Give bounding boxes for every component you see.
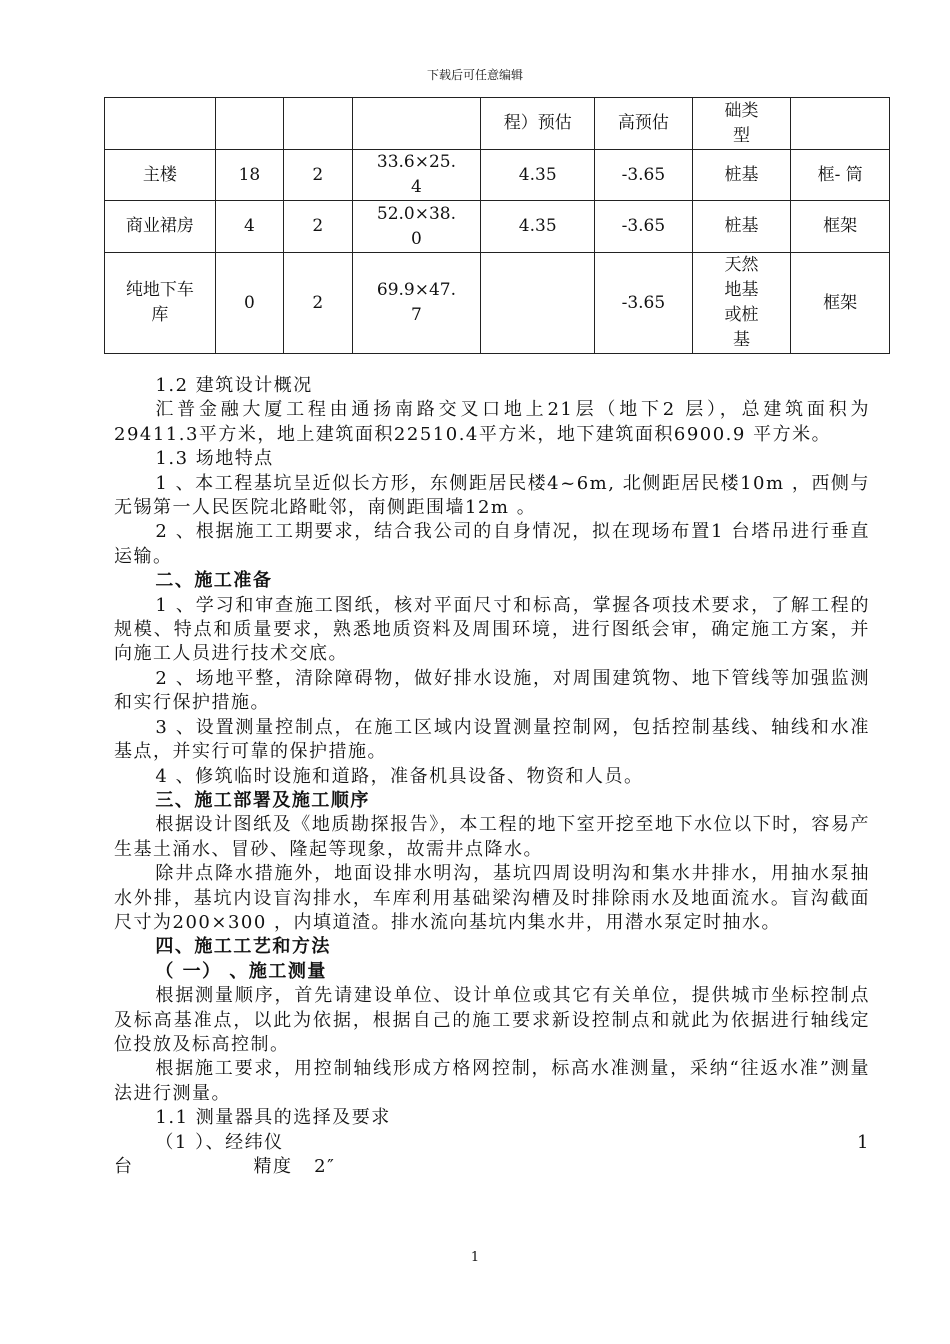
- table-cell: [791, 98, 890, 150]
- table-cell: -3.65: [595, 253, 693, 354]
- table-cell: [352, 98, 481, 150]
- section-heading-1-2: 1.2 建筑设计概况: [155, 375, 313, 396]
- paragraph: 4 、修筑临时设施和道路，准备机具设备、物资和人员。: [155, 765, 644, 787]
- table-cell: 天然 地基 或桩 基: [692, 253, 791, 354]
- table-cell: 程）预估: [481, 98, 595, 150]
- instrument-line-2: [114, 1155, 870, 1179]
- table-cell: 础类 型: [692, 98, 791, 150]
- table-cell: 4.35: [481, 150, 595, 201]
- paragraph: 3 、设置测量控制点，在施工区域内设置测量控制网，包括控制基线、轴线和水准基点，并实行可靠的保护措施。: [114, 716, 870, 763]
- paragraph: 除井点降水措施外，地面设排水明沟，基坑四周设明沟和集水井排水，用抽水泵抽水外排，基坑内设盲沟排水，车库利用基础梁沟槽及时排除雨水及地面流水。盲沟截面尺寸为200×300 ，内填道渣。排水流向基坑内集水井，用潜水泵定时抽水。: [114, 863, 870, 933]
- paragraph: 2 、场地平整，清除障碍物，做好排水设施，对周围建筑物、地下管线等加强监测和实行保护措施。: [114, 667, 870, 714]
- paragraph: 1 、学习和审查施工图纸，核对平面尺寸和标高，掌握各项技术要求，了解工程的规模、特点和质量要求，熟悉地质资料及周围环境，进行图纸会审，确定施工方案，并向施工人员进行技术交底。: [114, 594, 870, 665]
- table-cell: 2: [284, 150, 352, 201]
- table-cell: 商业裙房: [105, 201, 216, 253]
- precision-value: 2″: [314, 1156, 336, 1177]
- table-row: [105, 201, 890, 253]
- table-cell: 高预估: [595, 98, 693, 150]
- table-cell: [215, 98, 283, 150]
- table-cell: 框架: [791, 201, 890, 253]
- building-spec-table: [104, 97, 890, 354]
- table-cell: 33.6×25. 4: [352, 150, 481, 201]
- table-cell: 主楼: [105, 150, 216, 201]
- table-cell: 69.9×47. 7: [352, 253, 481, 354]
- paragraph: 2 、根据施工工期要求，结合我公司的自身情况，拟在现场布置1 台塔吊进行垂直运输。: [114, 521, 870, 567]
- instrument-qty: 1: [857, 1131, 870, 1153]
- section-heading-1-3: 1.3 场地特点: [155, 448, 274, 470]
- table-row: [105, 98, 890, 150]
- instrument-line: [114, 1131, 870, 1155]
- table-cell: [481, 253, 595, 354]
- header-note: 下载后可任意编辑: [426, 68, 523, 82]
- table-cell: [105, 98, 216, 150]
- paragraph: 根据设计图纸及《地质勘探报告》，本工程的地下室开挖至地下水位以下时，容易产生基土涌水、冒砂、隆起等现象，故需井点降水。: [114, 814, 870, 860]
- table-cell: 18: [215, 150, 283, 201]
- instrument-label: （1 ）、经纬仪: [155, 1131, 284, 1153]
- table-cell: -3.65: [595, 201, 693, 253]
- section-heading-4: 四、施工工艺和方法: [155, 936, 331, 958]
- instrument-unit: 台: [114, 1156, 134, 1177]
- table-cell: 桩基: [692, 201, 791, 253]
- paragraph: 汇普金融大厦工程由通扬南路交叉口地上21层（地下2 层），总建筑面积为29411.3平方米，地上建筑面积22510.4平方米，地下建筑面积6900.9 平方米。: [114, 399, 870, 445]
- table-cell: 52.0×38. 0: [352, 201, 481, 253]
- table-cell: 0: [215, 253, 283, 354]
- table-cell: 框架: [791, 253, 890, 354]
- document-body: [114, 374, 870, 1179]
- table-cell: 4: [215, 201, 283, 253]
- subsection-heading-measure: （ 一） 、施工测量: [155, 960, 327, 982]
- section-heading-1-1: 1.1 测量器具的选择及要求: [155, 1107, 391, 1129]
- table-cell: [284, 98, 352, 150]
- table-cell: 2: [284, 201, 352, 253]
- table-cell: 桩基: [692, 150, 791, 201]
- table-cell: 纯地下车 库: [105, 253, 216, 354]
- table-row: [105, 150, 890, 201]
- section-heading-2: 二、施工准备: [155, 570, 273, 592]
- table-cell: 框- 筒: [791, 150, 890, 201]
- table-cell: 2: [284, 253, 352, 354]
- table-cell: 4.35: [481, 201, 595, 253]
- table-cell: -3.65: [595, 150, 693, 201]
- page-number: 1: [470, 1250, 480, 1265]
- paragraph: 1 、本工程基坑呈近似长方形，东侧距居民楼4~6m, 北侧距居民楼10m ，西侧与无锡第一人民医院北路毗邻，南侧距围墙12m 。: [114, 472, 870, 519]
- precision-label: 精度: [253, 1156, 293, 1177]
- paragraph: 根据测量顺序，首先请建设单位、设计单位或其它有关单位，提供城市坐标控制点及标高基准点，以此为依据，根据自己的施工要求新设控制点和就此为依据进行轴线定位投放及标高控制。: [114, 985, 870, 1055]
- paragraph: 根据施工要求，用控制轴线形成方格网控制，标高水准测量，采纳“往返水准”测量法进行测量。: [114, 1058, 870, 1104]
- table-row: [105, 253, 890, 354]
- section-heading-3: 三、施工部署及施工顺序: [155, 789, 370, 811]
